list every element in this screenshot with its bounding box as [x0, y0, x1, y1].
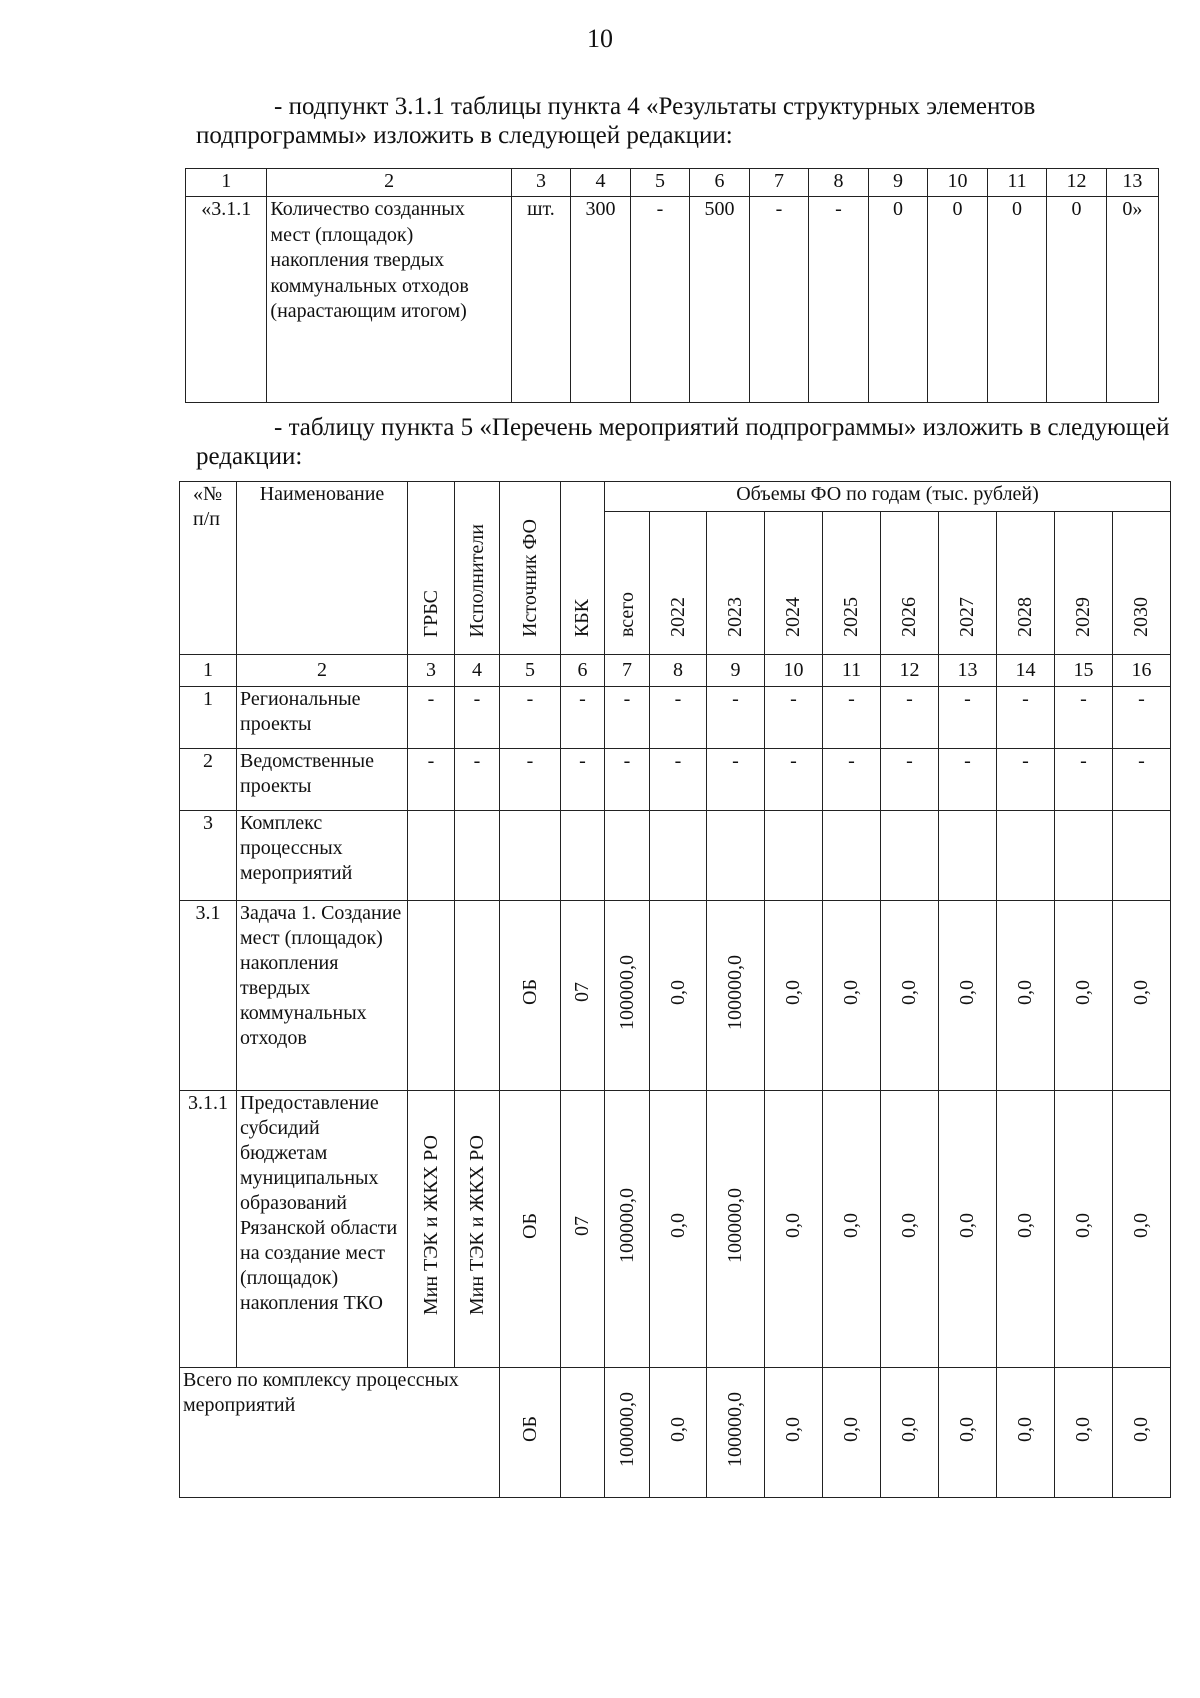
cell-dash: -	[997, 749, 1055, 811]
row-name: Количество созданных мест (площадок) накопления твердых коммунальных отходов (нарастающим итогом)	[267, 197, 511, 403]
col-number: 7	[749, 169, 809, 197]
cell-dash: -	[823, 687, 881, 749]
col-number: 2	[267, 169, 511, 197]
row-number: 1	[180, 687, 237, 749]
table-cell	[561, 1368, 605, 1498]
row-value: 300	[571, 197, 631, 403]
vertical-text: 100000,0	[615, 1391, 638, 1467]
row-kbk	[561, 1091, 605, 1368]
header-year	[707, 512, 765, 655]
table-cell	[707, 811, 765, 901]
col-number: 11	[987, 169, 1047, 197]
row-unit: шт.	[511, 197, 571, 403]
vertical-text: 2026	[898, 597, 920, 637]
row-source	[500, 1091, 561, 1368]
vertical-text: 0,0	[840, 979, 862, 1005]
row-value: 0	[868, 197, 928, 403]
row-total	[605, 1091, 650, 1368]
vertical-text: 0,0	[1014, 1416, 1036, 1442]
table-row	[180, 811, 1171, 901]
table-cell	[605, 811, 650, 901]
vertical-text: 2025	[840, 597, 862, 637]
table-cell	[765, 811, 823, 901]
cell-dash: -	[939, 749, 997, 811]
row-year-value	[650, 901, 707, 1091]
col-number: 4	[571, 169, 631, 197]
vertical-text: 0,0	[1130, 1213, 1153, 1238]
col-number: 6	[561, 655, 605, 687]
header-total	[605, 512, 650, 655]
row-year-value	[823, 1091, 881, 1368]
table-cell	[939, 811, 997, 901]
row-year-value	[707, 901, 765, 1091]
col-number: 5	[630, 169, 690, 197]
col-number: 13	[1106, 169, 1158, 197]
col-number: 3	[511, 169, 571, 197]
row-year-value	[765, 1091, 823, 1368]
page-number: 10	[587, 24, 613, 53]
vertical-text: 100000,0	[615, 1188, 638, 1263]
total-year-value	[997, 1368, 1055, 1498]
header-kbk	[561, 482, 605, 655]
cell-dash: -	[650, 749, 707, 811]
table-cell	[408, 811, 455, 901]
row-source	[500, 901, 561, 1091]
vertical-text: Мин ТЭК и ЖКХ РО	[465, 1135, 488, 1316]
row-year-value	[1113, 1091, 1171, 1368]
vertical-text: 0,0	[666, 1416, 689, 1442]
vertical-text: 07	[571, 1215, 593, 1236]
header-year	[881, 512, 939, 655]
row-year-value	[881, 1091, 939, 1368]
results-table	[185, 168, 1159, 403]
cell-dash: -	[455, 749, 500, 811]
row-year-value	[1113, 901, 1171, 1091]
cell-dash: -	[1055, 687, 1113, 749]
header-grbs	[408, 482, 455, 655]
row-number: «3.1.1	[186, 197, 267, 403]
header-year	[997, 512, 1055, 655]
vertical-text: 0,0	[956, 1213, 978, 1238]
vertical-text: 0,0	[840, 1416, 862, 1442]
col-number: 13	[939, 655, 997, 687]
vertical-text: 2024	[782, 597, 804, 637]
paragraph-2: - таблицу пункта 5 «Перечень мероприятий подпрограммы» изложить в следующей редакции:	[196, 414, 1170, 470]
cell-dash: -	[561, 749, 605, 811]
col-number: 6	[690, 169, 750, 197]
table-cell	[823, 811, 881, 901]
table-cell	[408, 901, 455, 1091]
table-cell	[561, 811, 605, 901]
total-year-value	[939, 1368, 997, 1498]
cell-dash: -	[881, 687, 939, 749]
vertical-text: 2022	[666, 597, 689, 637]
row-total	[605, 901, 650, 1091]
cell-dash: -	[500, 687, 561, 749]
row-value: 0	[928, 197, 988, 403]
total-year-value	[650, 1368, 707, 1498]
row-year-value	[1055, 1091, 1113, 1368]
row-year-value	[997, 901, 1055, 1091]
row-name: Комплекс процессных мероприятий	[237, 811, 408, 901]
col-number: 10	[765, 655, 823, 687]
row-number: 2	[180, 749, 237, 811]
header-year	[1055, 512, 1113, 655]
vertical-text: 07	[571, 982, 593, 1002]
row-value: -	[630, 197, 690, 403]
vertical-text: 2030	[1130, 597, 1153, 637]
row-year-value	[1055, 901, 1113, 1091]
vertical-text: 0,0	[840, 1213, 862, 1238]
cell-dash: -	[408, 749, 455, 811]
vertical-text: 2027	[956, 597, 978, 637]
vertical-text: 0,0	[898, 1213, 920, 1238]
cell-dash: -	[707, 749, 765, 811]
row-year-value	[997, 1091, 1055, 1368]
vertical-text: 0,0	[666, 979, 689, 1005]
vertical-text: 0,0	[1072, 1213, 1094, 1238]
vertical-text: 0,0	[1014, 979, 1036, 1005]
cell-dash: -	[605, 749, 650, 811]
row-value: 0	[987, 197, 1047, 403]
cell-dash: -	[561, 687, 605, 749]
vertical-text: 0,0	[1130, 979, 1153, 1005]
table-cell	[500, 811, 561, 901]
total-row	[180, 1368, 1171, 1498]
col-number: 9	[707, 655, 765, 687]
table-cell	[455, 901, 500, 1091]
vertical-text: 0,0	[1014, 1213, 1036, 1238]
header-executors	[455, 482, 500, 655]
vertical-text: Мин ТЭК и ЖКХ РО	[419, 1135, 442, 1316]
table-cell	[1055, 811, 1113, 901]
table-row	[180, 687, 1171, 749]
col-number: 7	[605, 655, 650, 687]
results-table-row	[186, 197, 1159, 403]
total-year-value	[1055, 1368, 1113, 1498]
cell-dash: -	[997, 687, 1055, 749]
vertical-text: 2023	[724, 597, 746, 637]
row-year-value	[707, 1091, 765, 1368]
col-number: 9	[868, 169, 928, 197]
cell-dash: -	[1113, 749, 1171, 811]
row-year-value	[765, 901, 823, 1091]
total-year-value	[707, 1368, 765, 1498]
vertical-text: 100000,0	[724, 1391, 746, 1467]
cell-dash: -	[765, 687, 823, 749]
vertical-text: 2029	[1072, 597, 1094, 637]
activities-table	[179, 481, 1171, 1498]
vertical-text: ОБ	[518, 979, 541, 1005]
vertical-text: 0,0	[898, 979, 920, 1005]
total-year-value	[765, 1368, 823, 1498]
vertical-text: Исполнители	[465, 523, 488, 637]
col-number: 4	[455, 655, 500, 687]
cell-dash: -	[765, 749, 823, 811]
col-number: 2	[237, 655, 408, 687]
total-label: Всего по комплексу процессных мероприятий	[180, 1368, 500, 1498]
cell-dash: -	[1055, 749, 1113, 811]
vertical-text: 0,0	[1130, 1416, 1153, 1442]
col-number: 5	[500, 655, 561, 687]
row-year-value	[881, 901, 939, 1091]
cell-dash: -	[650, 687, 707, 749]
paragraph-1: - подпункт 3.1.1 таблицы пункта 4 «Результаты структурных элементов подпрограммы» изложить в следующей редакции:	[196, 93, 1036, 149]
col-number: 8	[650, 655, 707, 687]
vertical-text: 0,0	[898, 1416, 920, 1442]
vertical-text: 0,0	[1072, 1416, 1094, 1442]
col-number: 15	[1055, 655, 1113, 687]
row-name: Предоставление субсидий бюджетам муниципальных образований Рязанской области на создание мест (площадок) накопления ТКО	[237, 1091, 408, 1368]
row-year-value	[939, 901, 997, 1091]
col-number: 8	[809, 169, 869, 197]
col-number: 10	[928, 169, 988, 197]
cell-dash: -	[881, 749, 939, 811]
vertical-text: всего	[615, 591, 638, 637]
row-name: Задача 1. Создание мест (площадок) накопления твердых коммунальных отходов	[237, 901, 408, 1091]
col-number: 14	[997, 655, 1055, 687]
table-cell	[1113, 811, 1171, 901]
row-value: -	[749, 197, 809, 403]
col-number: 12	[881, 655, 939, 687]
row-kbk	[561, 901, 605, 1091]
header-volumes: Объемы ФО по годам (тыс. рублей)	[605, 482, 1171, 512]
row-name: Региональные проекты	[237, 687, 408, 749]
cell-dash: -	[408, 687, 455, 749]
row-value: 500	[690, 197, 750, 403]
table-cell	[455, 811, 500, 901]
col-number: 3	[408, 655, 455, 687]
column-numbers-row	[180, 655, 1171, 687]
cell-dash: -	[1113, 687, 1171, 749]
row-value: 0»	[1106, 197, 1158, 403]
col-number: 1	[186, 169, 267, 197]
row-number: 3.1.1	[180, 1091, 237, 1368]
vertical-text: 0,0	[956, 1416, 978, 1442]
table-row	[180, 1091, 1171, 1368]
col-number: 16	[1113, 655, 1171, 687]
vertical-text: 0,0	[782, 1213, 804, 1238]
vertical-text: 2028	[1014, 597, 1036, 637]
cell-dash: -	[500, 749, 561, 811]
row-value: 0	[1047, 197, 1107, 403]
vertical-text: КБК	[571, 598, 593, 637]
row-number: 3.1	[180, 901, 237, 1091]
row-value: -	[809, 197, 869, 403]
cell-dash: -	[605, 687, 650, 749]
table-cell	[881, 811, 939, 901]
table-cell	[997, 811, 1055, 901]
row-year-value	[650, 1091, 707, 1368]
total-source	[500, 1368, 561, 1498]
row-executor	[455, 1091, 500, 1368]
header-year	[765, 512, 823, 655]
row-year-value	[939, 1091, 997, 1368]
col-number: 11	[823, 655, 881, 687]
row-grbs	[408, 1091, 455, 1368]
vertical-text: 0,0	[782, 979, 804, 1005]
vertical-text: 0,0	[666, 1213, 689, 1238]
vertical-text: Источник ФО	[518, 519, 541, 637]
cell-dash: -	[939, 687, 997, 749]
cell-dash: -	[707, 687, 765, 749]
row-year-value	[823, 901, 881, 1091]
header-year	[823, 512, 881, 655]
header-year	[1113, 512, 1171, 655]
activities-header	[180, 482, 1171, 512]
vertical-text: 100000,0	[615, 954, 638, 1030]
vertical-text: 0,0	[956, 979, 978, 1005]
vertical-text: ГРБС	[419, 589, 442, 637]
vertical-text: 0,0	[782, 1416, 804, 1442]
vertical-text: 100000,0	[724, 954, 746, 1030]
results-table-header	[186, 169, 1159, 197]
table-row	[180, 749, 1171, 811]
total-year-value	[1113, 1368, 1171, 1498]
vertical-text: 0,0	[1072, 979, 1094, 1005]
col-number: 1	[180, 655, 237, 687]
total-year-value	[881, 1368, 939, 1498]
header-source	[500, 482, 561, 655]
total-year-value	[823, 1368, 881, 1498]
header-number: «№ п/п	[180, 482, 237, 655]
row-number: 3	[180, 811, 237, 901]
vertical-text: ОБ	[518, 1416, 541, 1442]
vertical-text: 100000,0	[724, 1188, 746, 1263]
table-row	[180, 901, 1171, 1091]
cell-dash: -	[455, 687, 500, 749]
header-name: Наименование	[237, 482, 408, 655]
cell-dash: -	[823, 749, 881, 811]
vertical-text: ОБ	[518, 1212, 541, 1239]
table-cell	[650, 811, 707, 901]
row-name: Ведомственные проекты	[237, 749, 408, 811]
header-year	[939, 512, 997, 655]
header-year	[650, 512, 707, 655]
total-sum	[605, 1368, 650, 1498]
col-number: 12	[1047, 169, 1107, 197]
